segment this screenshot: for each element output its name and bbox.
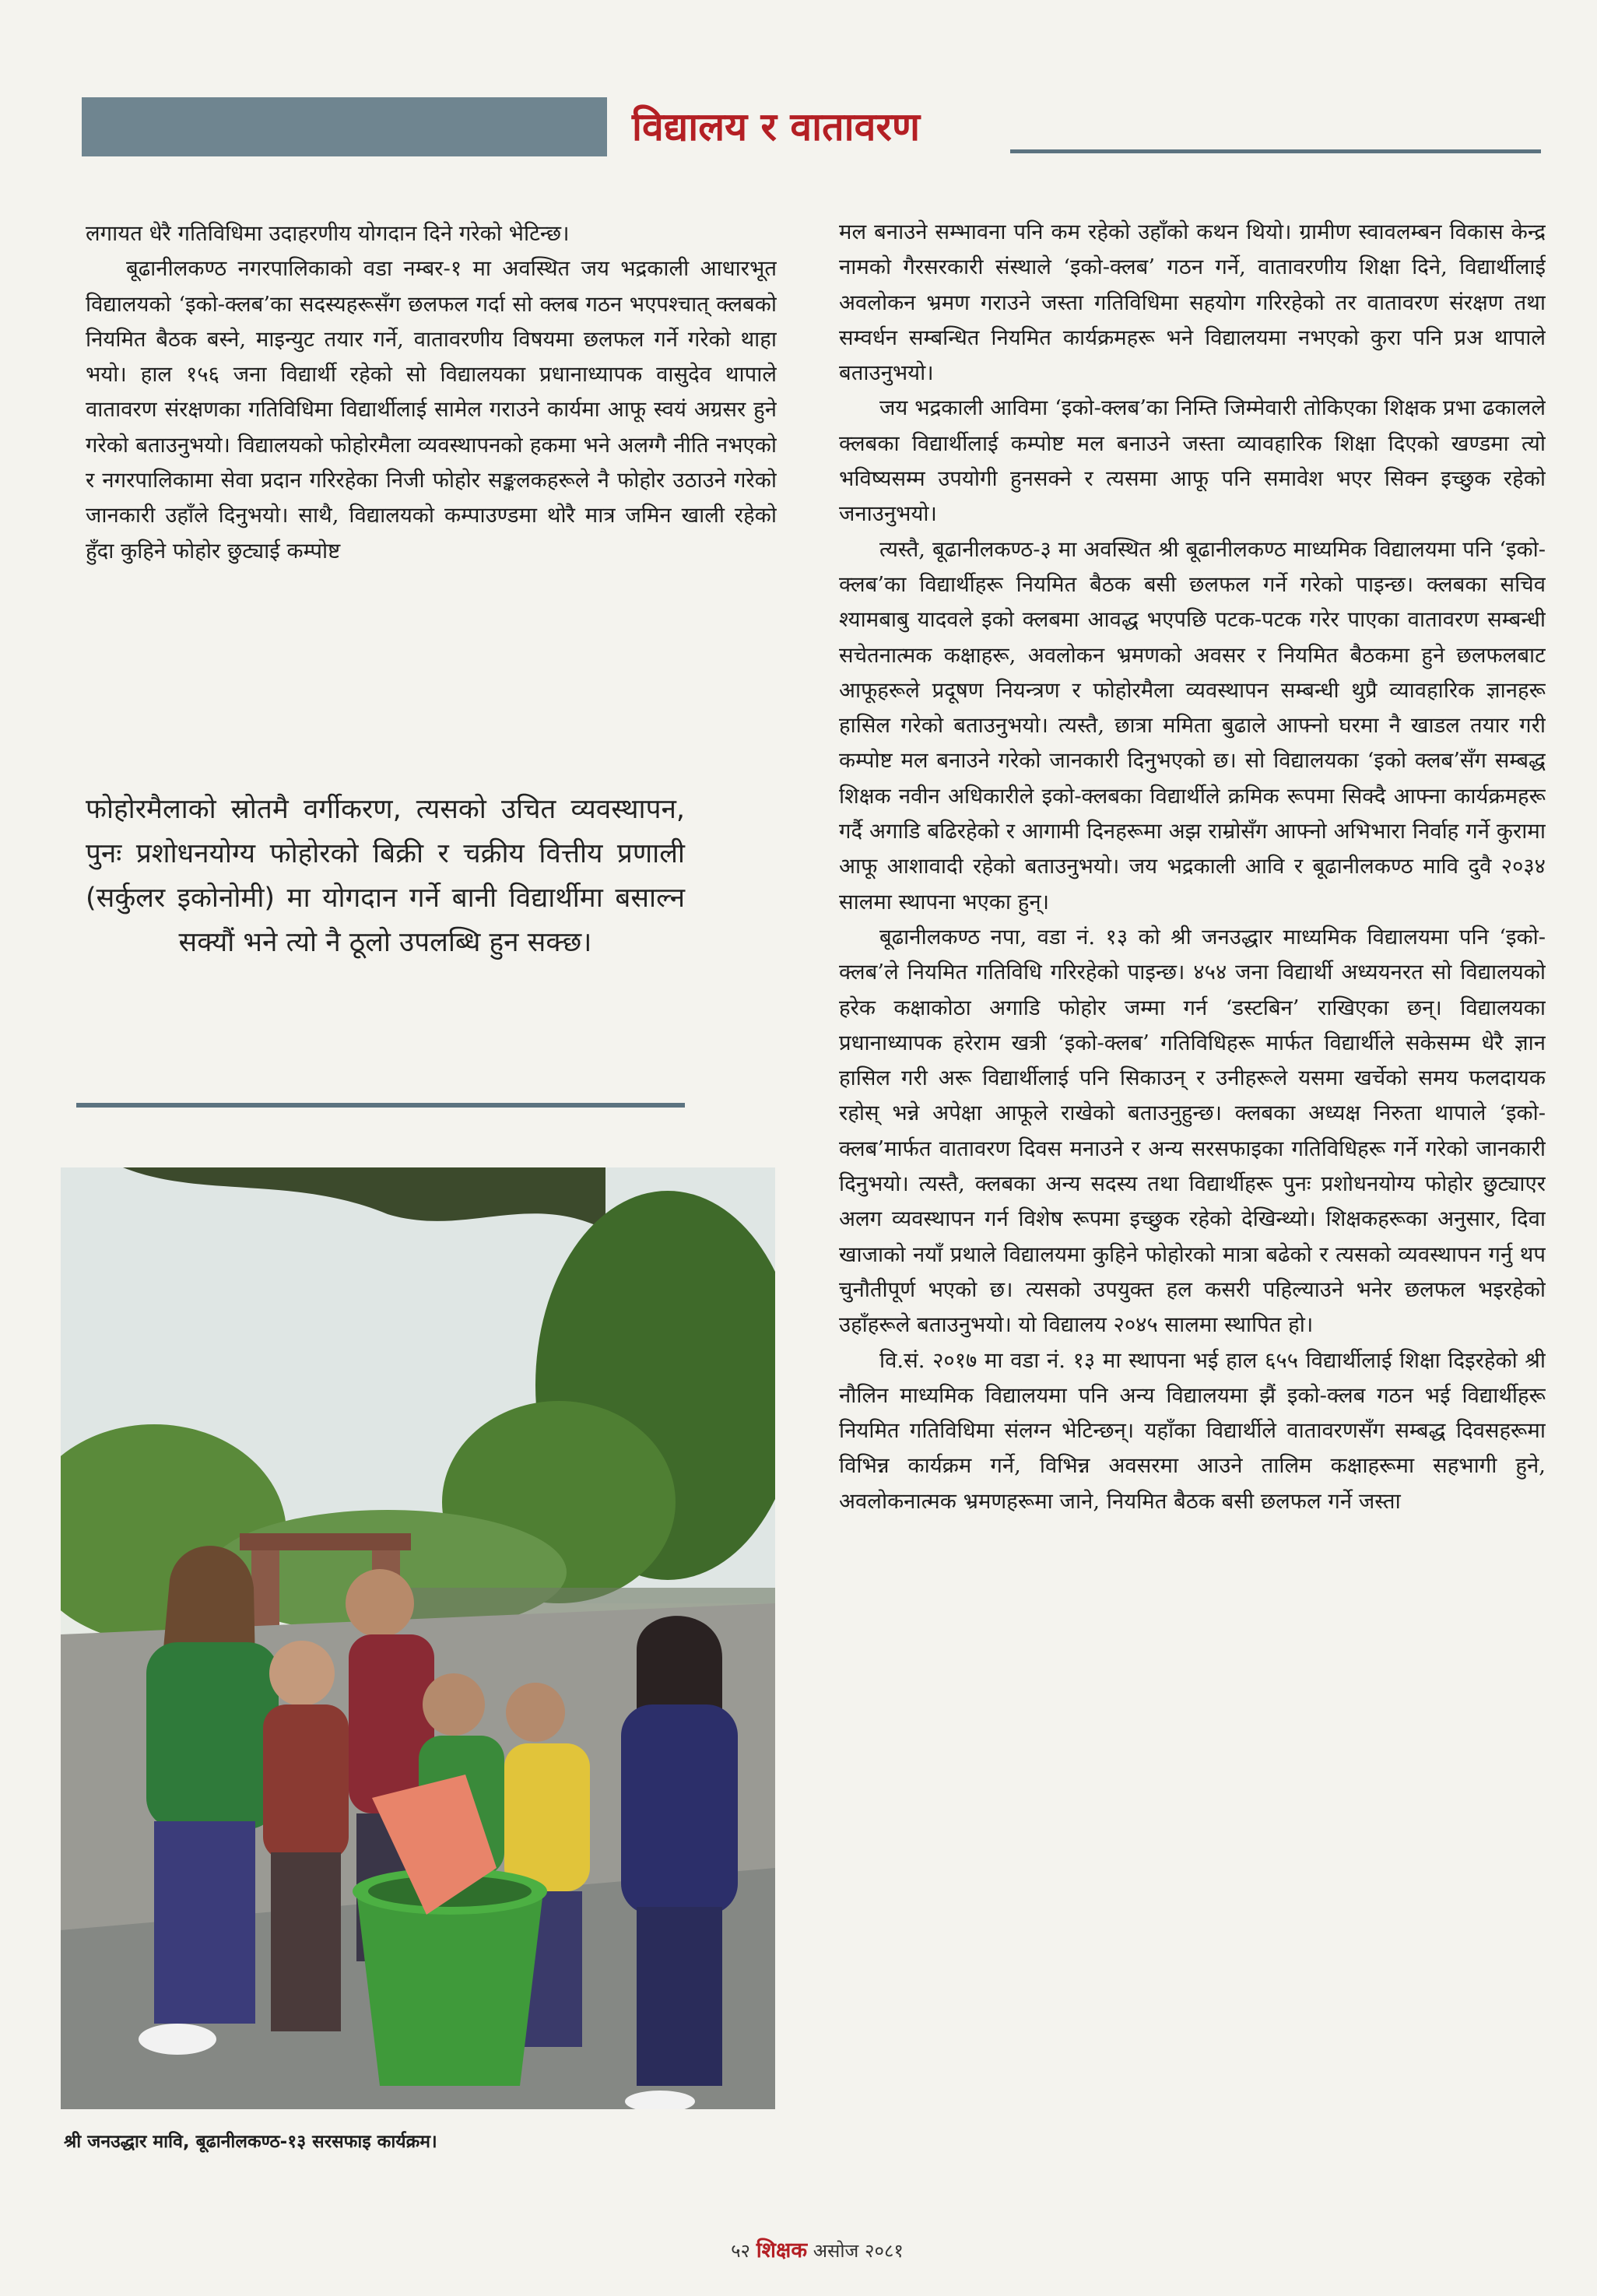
paragraph: मल बनाउने सम्भावना पनि कम रहेको उहाँको कथन थियो। ग्रामीण स्वावलम्बन विकास केन्द्र नामको गैरसरकारी संस्थाले ‘इको-क्लब’ गठन गर्ने, वातावरणीय शिक्षा दिने, विद्यार्थीलाई अवलोकन भ्रमण गराउने जस्ता गतिविधिमा सहयोग गरिरहेको तर वातावरण संरक्षण तथा सम्वर्धन सम्बन्धित नियमित कार्यक्रमहरू भने विद्यालयमा नभएको कुरा पनि प्रअ थापाले बताउनुभयो। bbox=[839, 219, 1546, 386]
paragraph: वि.सं. २०१७ मा वडा नं. १३ मा स्थापना भई हाल ६५५ विद्यार्थीलाई शिक्षा दिइरहेको श्री नौलिन माध्यमिक विद्यालयमा पनि अन्य विद्यालयमा झैं इको-क्लब गठन भई विद्यार्थीहरू नियमित गतिविधिमा संलग्न भेटिन्छन्। यहाँका विद्यार्थीले वातावरणसँग सम्बद्ध दिवसहरूमा विभिन्न कार्यक्रम गर्ने, विभिन्न अवसरमा आउने तालिम कक्षाहरूमा सहभागी हुने, अवलोकनात्मक भ्रमणहरूमा जाने, नियमित बैठक बसी छलफल गर्ने जस्ता bbox=[839, 1347, 1546, 1514]
pull-quote: फोहोरमैलाको स्रोतमै वर्गीकरण, त्यसको उचित व्यवस्थापन, पुनः प्रशोधनयोग्य फोहोरको बिक्री र चक्रीय वित्तीय प्रणाली (सर्कुलर इकोनोमी) मा योगदान गर्ने बानी विद्यार्थीमा बसाल्न सक्यौं भने त्यो नै ठूलो उपलब्धि हुन सक्छ। bbox=[86, 794, 685, 958]
photo-caption: श्री जनउद्धार मावि, बूढानीलकण्ठ-१३ सरसफाइ कार्यक्रम। bbox=[64, 2132, 437, 2152]
header-rule bbox=[1010, 149, 1541, 153]
right-column bbox=[839, 215, 1546, 2211]
page-number: ५२ bbox=[731, 2240, 751, 2262]
header-bar bbox=[82, 97, 607, 156]
page-footer bbox=[685, 2234, 949, 2268]
paragraph: लगायत धेरै गतिविधिमा उदाहरणीय योगदान दिने गरेको भेटिन्छ। bbox=[86, 221, 570, 246]
magazine-name: शिक्षक bbox=[756, 2238, 808, 2263]
left-column bbox=[86, 216, 777, 718]
photo bbox=[61, 1167, 775, 2109]
students-cleaning-photo bbox=[61, 1167, 775, 2109]
paragraph: बूढानीलकण्ठ नगरपालिकाको वडा नम्बर-१ मा अवस्थित जय भद्रकाली आधारभूत विद्यालयको ‘इको-क्लब’का सदस्यहरूसँग छलफल गर्दा सो क्लब गठन भएपश्चात् क्लबको नियमित बैठक बस्ने, माइन्युट तयार गर्ने, वातावरणीय विषयमा छलफल गर्ने गरेको थाहा भयो। हाल १५६ जना विद्यार्थी रहेको सो विद्यालयका प्रधानाध्यापक वासुदेव थापाले वातावरण संरक्षणका गतिविधिमा विद्यार्थीलाई सामेल गराउने कार्यमा आफू स्वयं अग्रसर हुने गरेको बताउनुभयो। विद्यालयको फोहोरमैला व्यवस्थापनको हकमा भने अलग्गै नीति नभएको र नगरपालिकामा सेवा प्रदान गरिरहेका निजी फोहोर सङ्कलकहरूले नै फोहोर उठाउने गरेको जानकारी उहाँले दिनुभयो। साथै, विद्यालयको कम्पाउण्डमा थोरै मात्र जमिन खाली रहेको हुँदा कुहिने फोहोर छुट्याई कम्पोष्ट bbox=[86, 256, 777, 563]
issue-date: असोज २०८१ bbox=[813, 2240, 904, 2262]
paragraph: जय भद्रकाली आविमा ‘इको-क्लब’का निम्ति जिम्मेवारी तोकिएका शिक्षक प्रभा ढकालले क्लबका विद्यार्थीलाई कम्पोष्ट मल बनाउने जस्ता व्यावहारिक शिक्षा दिएको खण्डमा त्यो भविष्यसम्म उपयोगी हुनसक्ने र त्यसमा आफू पनि समावेश भएर सिक्न इच्छुक रहेको जनाउनुभयो। bbox=[839, 395, 1546, 527]
paragraph: त्यस्तै, बूढानीलकण्ठ-३ मा अवस्थित श्री बूढानीलकण्ठ माध्यमिक विद्यालयमा पनि ‘इको-क्लब’का विद्यार्थीहरू नियमित बैठक बसी छलफल गर्ने गरेको पाइन्छ। क्लबका सचिव श्यामबाबु यादवले इको क्लबमा आवद्ध भएपछि पटक-पटक गरेर पाएका वातावरण सम्बन्धी सचेतनात्मक कक्षाहरू, अवलोकन भ्रमणको अवसर र नियमित बैठकमा हुने छलफलबाट आफूहरूले प्रदूषण नियन्त्रण र फोहोरमैला व्यवस्थापन सम्बन्धी थुप्रै व्यावहारिक ज्ञानहरू हासिल गरेको बताउनुभयो। त्यस्तै, छात्रा ममिता बुढाले आफ्नो घरमा नै खाडल तयार गरी कम्पोष्ट मल बनाउने गरेको जानकारी दिनुभएको छ। सो विद्यालयका ‘इको क्लब’सँग सम्बद्ध शिक्षक नवीन अधिकारीले इको-क्लबका विद्यार्थीले क्रमिक रूपमा सिक्दै आफ्ना कार्यक्रमहरू गर्दै अगाडि बढिरहेको र आगामी दिनहरूमा अझ राम्रोसँग आफ्नो अभिभारा निर्वाह गर्ने कुरामा आफू आशावादी रहेको बताउनुभयो। जय भद्रकाली आवि र बूढानीलकण्ठ मावि दुवै २०३४ सालमा स्थापना भएका हुन्। bbox=[839, 536, 1546, 915]
quote-rule bbox=[76, 1103, 685, 1108]
section-title: विद्यालय र वातावरण bbox=[632, 104, 920, 149]
paragraph: बूढानीलकण्ठ नपा, वडा नं. १३ को श्री जनउद्धार माध्यमिक विद्यालयमा पनि ‘इको-क्लब’ले नियमित गतिविधि गरिरहेको पाइन्छ। ४५४ जना विद्यार्थी अध्ययनरत सो विद्यालयको हरेक कक्षाकोठा अगाडि फोहोर जम्मा गर्न ‘डस्टबिन’ राखिएका छन्। विद्यालयका प्रधानाध्यापक हरेराम खत्री ‘इको-क्लब’ गतिविधिहरू मार्फत विद्यार्थीले सकेसम्म धेरै ज्ञान हासिल गरी अरू विद्यार्थीलाई पनि सिकाउन् र उनीहरूले यसमा खर्चेको समय फलदायक रहोस् भन्ने अपेक्षा आफूले राखेको बताउनुहुन्छ। क्लबका अध्यक्ष निरुता थापाले ‘इको-क्लब’मार्फत वातावरण दिवस मनाउने र अन्य सरसफाइका गतिविधिहरू गर्ने गरेको जानकारी दिनुभयो। त्यस्तै, क्लबका अन्य सदस्य तथा विद्यार्थीहरू पुनः प्रशोधनयोग्य फोहोर छुट्याएर अलग व्यवस्थापन गर्न विशेष रूपमा इच्छुक रहेको देखिन्थ्यो। शिक्षकहरूका अनुसार, दिवा खाजाको नयाँ प्रथाले विद्यालयमा कुहिने फोहोरको मात्रा बढेको र त्यसको व्यवस्थापन गर्नु थप चुनौतीपूर्ण भएको छ। त्यसको उपयुक्त हल कसरी पहिल्याउने भनेर छलफल भइरहेको उहाँहरूले बताउनुभयो। यो विद्यालय २०४५ सालमा स्थापित हो। bbox=[839, 924, 1546, 1338]
